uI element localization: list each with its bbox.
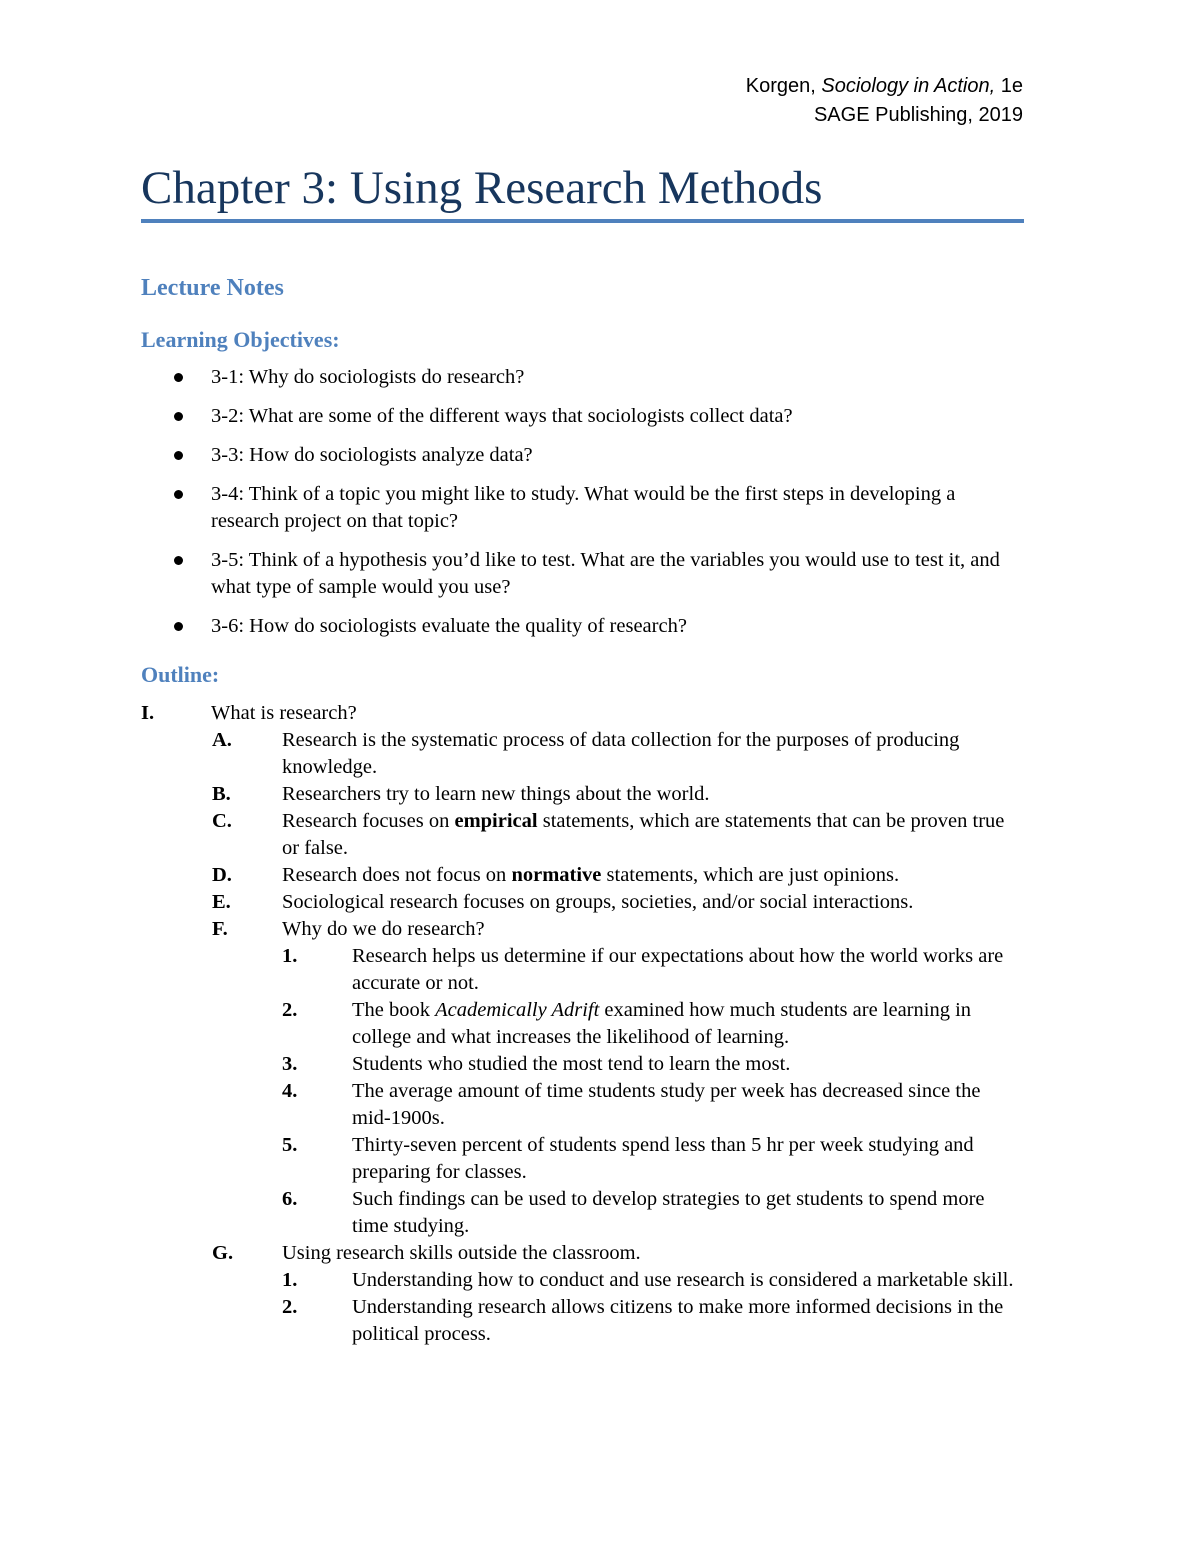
objective-text: 3-1: Why do sociologists do research? <box>211 366 525 388</box>
objective-text: 3-4: Think of a topic you might like to study. What would be the first steps in developing a research project on that topic? <box>211 483 956 532</box>
outline-marker: 1. <box>282 1269 298 1291</box>
bullet-icon <box>174 412 183 421</box>
bullet-icon <box>174 490 183 499</box>
outline-text-pre: The book <box>352 999 436 1021</box>
outline-subitem <box>0 1051 1200 1078</box>
title-underline <box>141 219 1024 223</box>
outline-text: Researchers try to learn new things about the world. <box>282 783 710 805</box>
outline-item-f <box>0 916 1200 943</box>
outline-subitem <box>0 1294 1200 1348</box>
header-publisher: SAGE Publishing, 2019 <box>813 104 1023 126</box>
bullet-icon <box>174 622 183 631</box>
objective-text: 3-6: How do sociologists evaluate the quality of research? <box>211 615 687 637</box>
outline-text: What is research? <box>211 702 357 724</box>
header-citation-line <box>746 72 1023 101</box>
objectives-list <box>0 364 1200 652</box>
bullet-icon <box>174 373 183 382</box>
outline-text-post: statements, which are statements that can be proven true or false. <box>282 810 1005 859</box>
lecture-notes-heading: Lecture Notes <box>141 275 284 301</box>
outline-text: Using research skills outside the classroom. <box>282 1242 641 1264</box>
outline-subitem <box>0 943 1200 997</box>
objective-item <box>0 403 1200 430</box>
outline-marker: F. <box>212 918 228 940</box>
objective-text: 3-3: How do sociologists analyze data? <box>211 444 533 466</box>
outline-marker: C. <box>212 810 232 832</box>
outline-item-i <box>0 700 1200 727</box>
outline-marker: B. <box>212 783 231 805</box>
header-author: Korgen, <box>745 75 822 97</box>
objective-item <box>0 364 1200 391</box>
outline-item-c <box>0 808 1200 862</box>
outline-text-pre: Research focuses on <box>282 810 455 832</box>
outline-text: Such findings can be used to develop strategies to get students to spend more time studying. <box>352 1188 985 1237</box>
header-book-title: Sociology in Action, <box>821 75 996 97</box>
objective-item <box>0 613 1200 640</box>
book-title-academically-adrift: Academically Adrift <box>435 999 600 1021</box>
outline-marker: G. <box>212 1242 234 1264</box>
outline-text: Understanding how to conduct and use research is considered a marketable skill. <box>352 1269 1014 1291</box>
outline-text: Research helps us determine if our expectations about how the world works are accurate or not. <box>352 945 1004 994</box>
outline-marker: 1. <box>282 945 298 967</box>
outline-text-pre: Research does not focus on <box>282 864 512 886</box>
outline-subitem <box>0 1132 1200 1186</box>
objective-text: 3-2: What are some of the different ways that sociologists collect data? <box>211 405 793 427</box>
outline-item-a <box>0 727 1200 781</box>
bullet-icon <box>174 451 183 460</box>
outline-marker: I. <box>141 702 155 724</box>
outline-marker: D. <box>212 864 232 886</box>
outline-marker: 2. <box>282 1296 298 1318</box>
outline-marker: E. <box>212 891 231 913</box>
bullet-icon <box>174 556 183 565</box>
outline-marker: 4. <box>282 1080 298 1102</box>
objective-item <box>0 442 1200 469</box>
outline-marker: 2. <box>282 999 298 1021</box>
outline-text-post: examined how much students are learning in college and what increases the likelihood of learning. <box>352 999 972 1048</box>
outline-subitem <box>0 997 1200 1051</box>
term-normative: normative <box>511 864 602 886</box>
learning-objectives-heading: Learning Objectives: <box>141 327 340 352</box>
outline-subitem <box>0 1078 1200 1132</box>
header-edition: 1e <box>995 75 1023 97</box>
objective-item <box>0 481 1200 535</box>
outline-marker: 6. <box>282 1188 298 1210</box>
outline-item-g <box>0 1240 1200 1267</box>
objective-item <box>0 547 1200 601</box>
term-empirical: empirical <box>454 810 538 832</box>
outline-text: Students who studied the most tend to learn the most. <box>352 1053 791 1075</box>
outline-list <box>0 700 1200 1348</box>
outline-item-b <box>0 781 1200 808</box>
outline-marker: 5. <box>282 1134 298 1156</box>
outline-text: Why do we do research? <box>282 918 485 940</box>
outline-item-d <box>0 862 1200 889</box>
outline-text: Sociological research focuses on groups, societies, and/or social interactions. <box>282 891 914 913</box>
outline-subitem <box>0 1186 1200 1240</box>
outline-subitem <box>0 1267 1200 1294</box>
outline-text: Understanding research allows citizens to make more informed decisions in the political process. <box>352 1296 1004 1345</box>
outline-marker: 3. <box>282 1053 298 1075</box>
outline-text: The average amount of time students study per week has decreased since the mid-1900s. <box>352 1080 981 1129</box>
outline-marker: A. <box>212 729 232 751</box>
outline-heading: Outline: <box>141 662 220 687</box>
outline-text-post: statements, which are just opinions. <box>601 864 900 886</box>
outline-item-e <box>0 889 1200 916</box>
outline-text: Research is the systematic process of data collection for the purposes of producing knowledge. <box>282 729 960 778</box>
chapter-title: Chapter 3: Using Research Methods <box>141 162 823 214</box>
outline-text: Thirty-seven percent of students spend less than 5 hr per week studying and preparing for classes. <box>352 1134 974 1183</box>
running-header <box>746 72 1023 130</box>
objective-text: 3-5: Think of a hypothesis you’d like to test. What are the variables you would use to test it, and what type of sample would you use? <box>211 549 1000 598</box>
